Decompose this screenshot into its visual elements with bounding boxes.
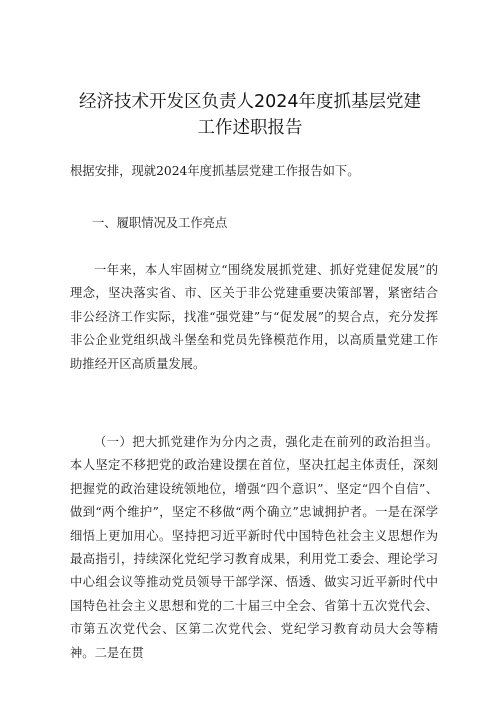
body-paragraph-2: （一）把大抓党建作为分内之责，强化走在前列的政治担当。本人坚定不移把党的政治建设摆在首位，坚决扛起主体责任，深刻把握党的政治建设统领地位，增强“四个意识”、坚定“四个自信”、做到“两个维护”，坚定不移做“两个确立”忠诚拥护者。一是在深学细悟上更加用心。坚持把习近平新时代中国特色社会主义思想作为最高指引，持续深化党纪学习教育成果，利用党工委会、理论学习中心组会议等推动党员领导干部学深、悟透、做实习近平新时代中国特色社会主义思想和党的二十届三中全会、省第十五次党代会、市第五次党代会、区第二次党代会、党纪学习教育动员大会等精神。二是在贯	[70, 435, 438, 660]
intro-paragraph: 根据安排，现就2024年度抓基层党建工作报告如下。	[70, 164, 360, 178]
document-title-line-1: 经济技术开发区负责人2024年度抓基层党建	[78, 92, 422, 112]
section-heading: 一、履职情况及工作亮点	[92, 216, 228, 230]
document-title-line-2: 工作述职报告	[197, 118, 303, 138]
body-paragraph-1: 一年来，本人牢固树立“围绕发展抓党建、抓好党建促发展”的理念，坚决落实省、市、区关于非公党建重要决策部署，紧密结合非公经济工作实际，找准“强党建”与“促发展”的契合点，充分发挥非公企业党组织战斗堡垒和党员先锋模范作用，以高质量党建工作助推经开区高质量发展。	[70, 263, 438, 371]
